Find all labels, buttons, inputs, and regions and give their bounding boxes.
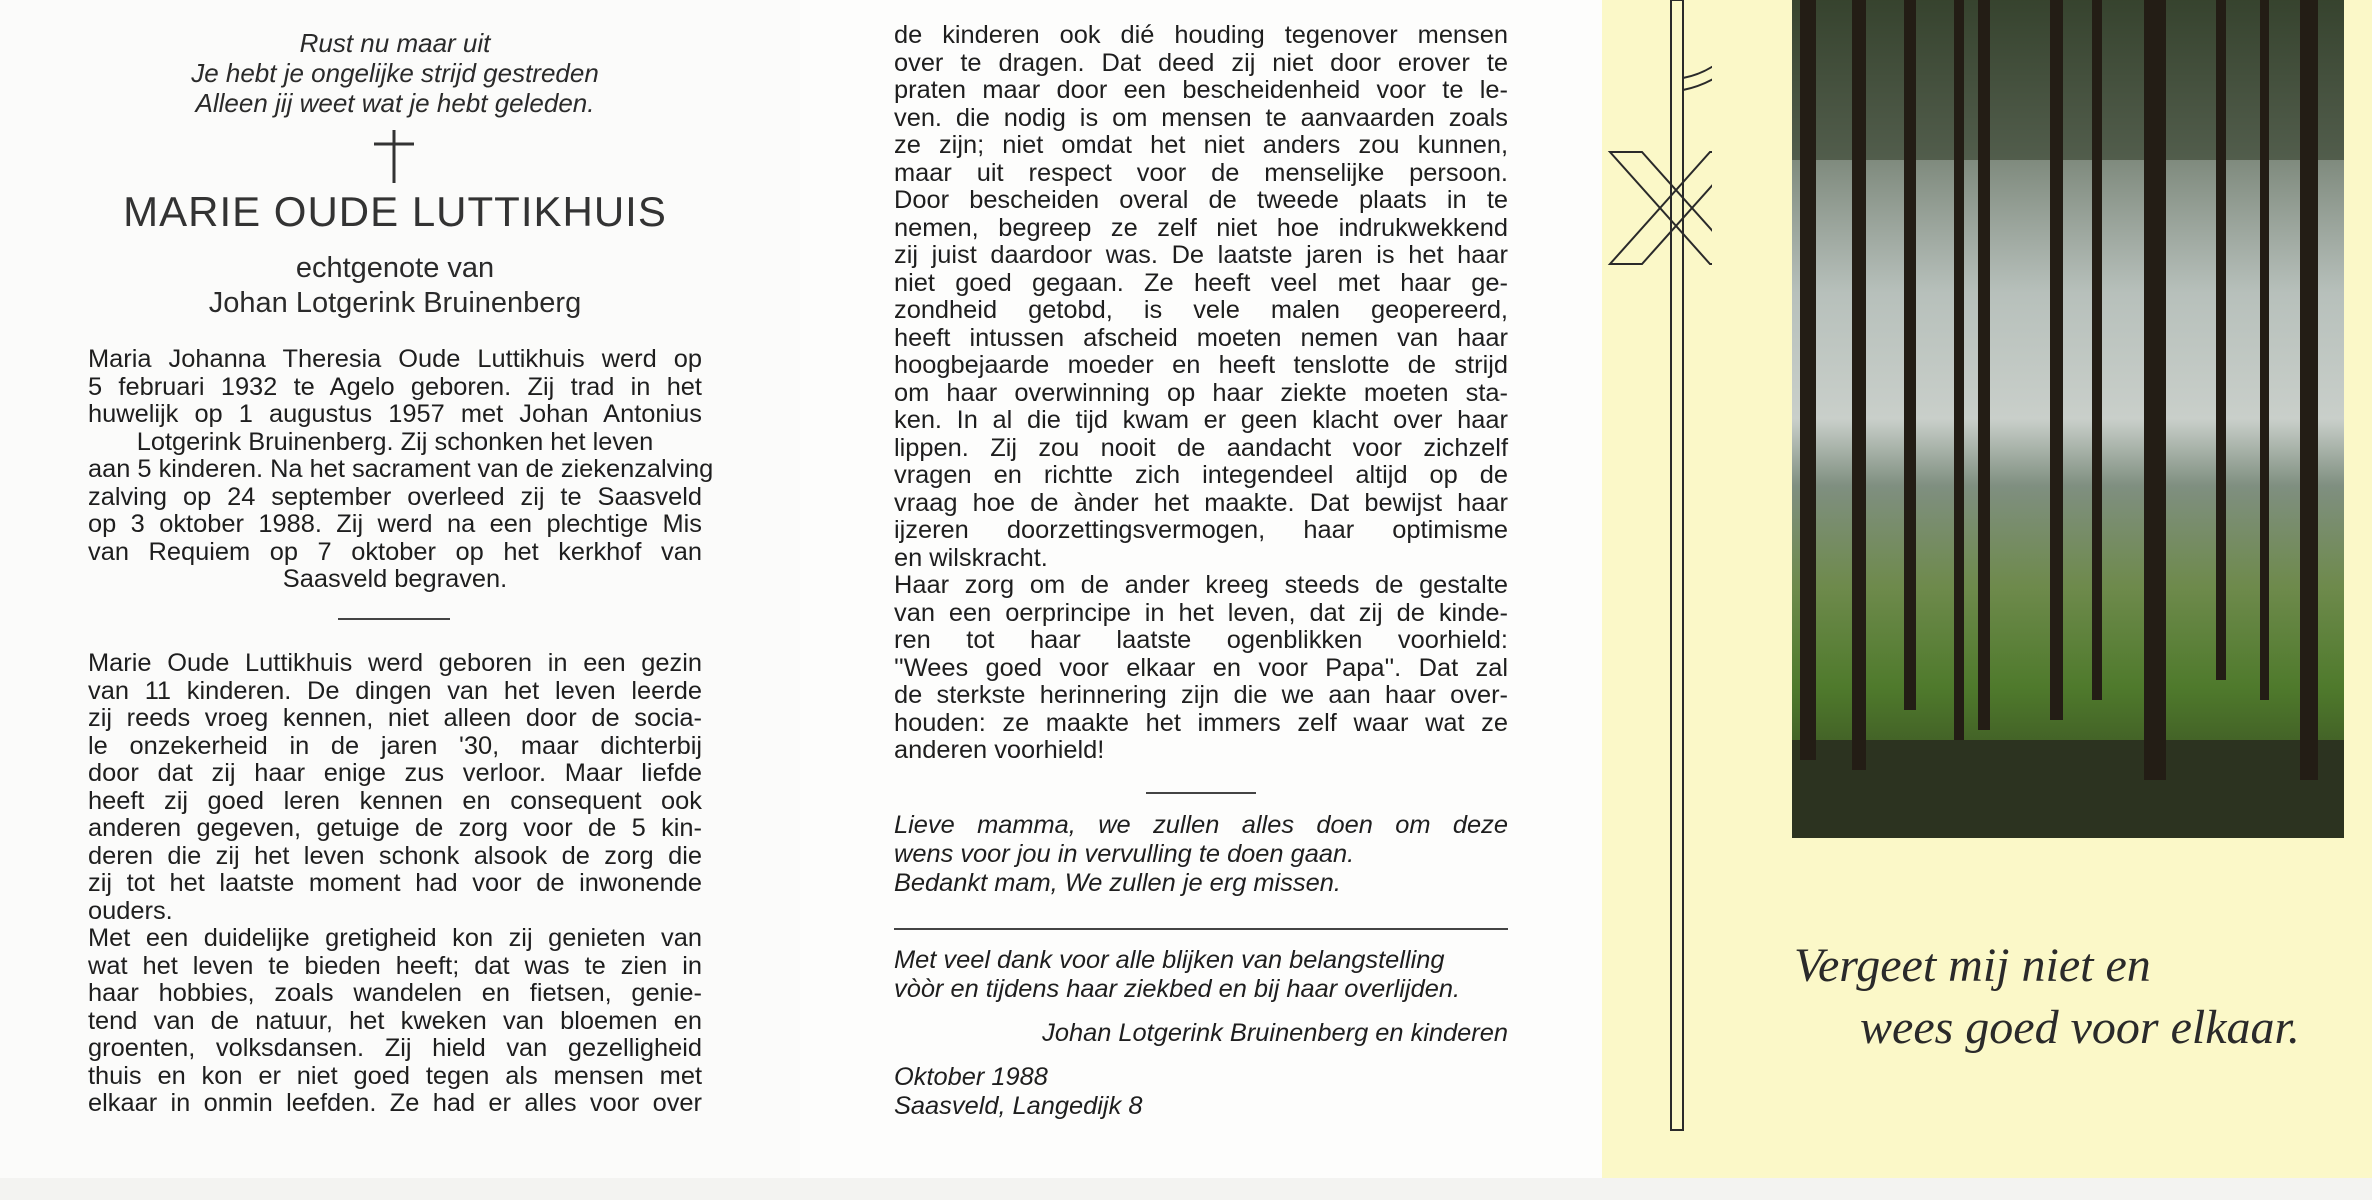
text-line: van een oerprincipe in het leven, dat zij de kinde-: [894, 598, 1508, 627]
chi-rho-icon: [1602, 0, 1712, 1150]
deceased-name: MARIE OUDE LUTTIKHUIS: [123, 188, 667, 235]
text-line: Marie Oude Luttikhuis werd geboren in een gezin: [88, 649, 702, 677]
text-line: ze zijn; niet omdat het niet anders zou kunnen,: [894, 131, 1508, 159]
text-line: ''Wees goed voor elkaar en voor Papa''. Dat zal: [894, 653, 1508, 682]
text-line: zij reeds vroeg kennen, niet alleen door de socia-: [88, 704, 702, 732]
poem-line: Je hebt je ongelijke strijd gestreden: [191, 58, 599, 88]
family-message: [894, 811, 1508, 898]
text-line: niet goed gegaan. Ze heeft veel met haar ge-: [894, 268, 1508, 297]
divider: [1146, 792, 1256, 794]
date: Oktober 1988: [894, 1063, 1048, 1091]
text-line: maar uit respect voor de menselijke persoon.: [894, 158, 1508, 187]
continued-paragraph: [894, 22, 1508, 765]
address: Saasveld, Langedijk 8: [894, 1092, 1143, 1120]
text-line: praten maar door een bescheidenheid voor te le-: [894, 76, 1508, 104]
text-line: ren tot haar laatste ogenblikken voorhield:: [894, 626, 1508, 654]
text-line: Haar zorg om de ander kreeg steeds de gestalte: [894, 571, 1508, 599]
text-line: groenten, volksdansen. Zij hield van gezelligheid: [88, 1034, 702, 1062]
text-line: anderen gegeven, getuige de zorg voor de 5 kin-: [88, 814, 702, 842]
text-line: ouders.: [88, 896, 173, 925]
spouse-name: Johan Lotgerink Bruinenberg: [208, 287, 582, 319]
poem-line: Rust nu maar uit: [299, 28, 491, 58]
text-line: vragen en richtte zich integendeel altijd op de: [894, 461, 1508, 489]
text-line: 5 februari 1932 te Agelo geboren. Zij trad in het: [88, 372, 702, 401]
thanks-note: [894, 946, 1508, 1004]
text-line: en wilskracht.: [894, 543, 1048, 572]
text-line: anderen voorhield!: [894, 736, 1105, 764]
text-line: heeft zij goed leren kennen en consequent ook: [88, 786, 702, 815]
cross-icon: [372, 128, 416, 184]
text-line: zalving op 24 september overleed zij te Saasveld: [88, 482, 702, 511]
text-line: thuis en kon er niet goed tegen als mensen met: [88, 1061, 702, 1090]
text-line: wens voor jou in vervulling te doen gaan.: [894, 840, 1355, 868]
text-line: ijzeren doorzettingsvermogen, haar optimisme: [894, 516, 1508, 544]
right-page: [1602, 0, 2372, 1178]
text-line: Bedankt mam, We zullen je erg missen.: [894, 869, 1341, 897]
scan-edge: [0, 1178, 2372, 1200]
text-line: le onzekerheid in de jaren '30, maar dichterbij: [88, 731, 702, 760]
text-line: van Requiem op 7 oktober op het kerkhof van: [88, 537, 702, 566]
motto-line: wees goed voor elkaar.: [1860, 1001, 2300, 1054]
text-line: van 11 kinderen. De dingen van het leven leerde: [88, 676, 702, 705]
text-line: Saasveld begraven.: [282, 565, 508, 593]
text-line: ven. die nodig is om mensen te aanvaarden zoals: [894, 103, 1508, 132]
text-line: zij juist daardoor was. De laatste jaren is het haar: [894, 241, 1508, 269]
text-line: Lotgerink Bruinenberg. Zij schonken het leven: [136, 427, 654, 456]
text-line: Maria Johanna Theresia Oude Luttikhuis werd op: [88, 345, 702, 373]
text-line: hoogbejaarde moeder en heeft tenslotte de strijd: [894, 351, 1508, 379]
text-line: ken. In al die tijd kwam er geen klacht over haar: [894, 406, 1508, 434]
left-page: [0, 0, 800, 1200]
text-line: tend van de natuur, het kweken van bloemen en: [88, 1006, 702, 1035]
text-line: Door bescheiden overal de tweede plaats in te: [894, 186, 1508, 214]
spouse-intro: echtgenote van: [295, 252, 495, 284]
text-line: lippen. Zij zou nooit de aandacht voor zichzelf: [894, 433, 1508, 462]
middle-page: [800, 0, 1602, 1200]
biography-paragraph: [88, 345, 714, 594]
divider: [894, 928, 1508, 930]
life-story-paragraph: [88, 650, 702, 1118]
text-line: Met veel dank voor alle blijken van belangstelling: [894, 946, 1445, 974]
text-line: om haar overwinning op haar ziekte moeten sta-: [894, 378, 1508, 407]
text-line: deren die zij het leven schonk alsook de zorg die: [88, 841, 702, 870]
text-line: Lieve mamma, we zullen alles doen om deze: [894, 811, 1508, 839]
text-line: elkaar in onmin leefden. Ze had er alles voor over: [88, 1089, 702, 1117]
text-line: zij tot het laatste moment had voor de inwonende: [88, 869, 702, 897]
poem: [90, 28, 700, 118]
text-line: vòòr en tijdens haar ziekbed en bij haar overlijden.: [894, 975, 1460, 1003]
text-line: heeft intussen afscheid moeten nemen van haar: [894, 323, 1508, 352]
text-line: vraag hoe de ànder het maakte. Dat bewijst haar: [894, 488, 1508, 517]
text-line: nemen, begreep ze zelf niet hoe indrukwekkend: [894, 213, 1508, 242]
signature: Johan Lotgerink Bruinenberg en kinderen: [1042, 1019, 1508, 1047]
text-line: zondheid getobd, is vele malen geopereerd,: [894, 296, 1508, 324]
text-line: huwelijk op 1 augustus 1957 met Johan Antonius: [88, 400, 702, 428]
forest-photo: [1792, 0, 2344, 838]
text-line: haar hobbies, zoals wandelen en fietsen, genie-: [88, 979, 702, 1007]
text-line: Met een duidelijke gretigheid kon zij genieten van: [88, 924, 702, 952]
text-line: houden: ze maakte het immers zelf waar wat ze: [894, 708, 1508, 737]
text-line: de sterkste herinnering zijn die we aan haar over-: [894, 681, 1508, 709]
poem-line: Alleen jij weet wat je hebt geleden.: [195, 88, 595, 118]
divider: [338, 618, 450, 620]
text-line: aan 5 kinderen. Na het sacrament van de ziekenzalving: [88, 455, 714, 483]
text-line: op 3 oktober 1988. Zij werd na een plechtige Mis: [88, 510, 702, 538]
text-line: de kinderen ook dié houding tegenover mensen: [894, 21, 1508, 49]
text-line: wat het leven te bieden heeft; dat was te zien in: [88, 951, 702, 980]
text-line: over te dragen. Dat deed zij niet door erover te: [894, 48, 1508, 77]
motto-line: Vergeet mij niet en: [1794, 939, 2151, 992]
text-line: door dat zij haar enige zus verloor. Maar liefde: [88, 759, 702, 787]
